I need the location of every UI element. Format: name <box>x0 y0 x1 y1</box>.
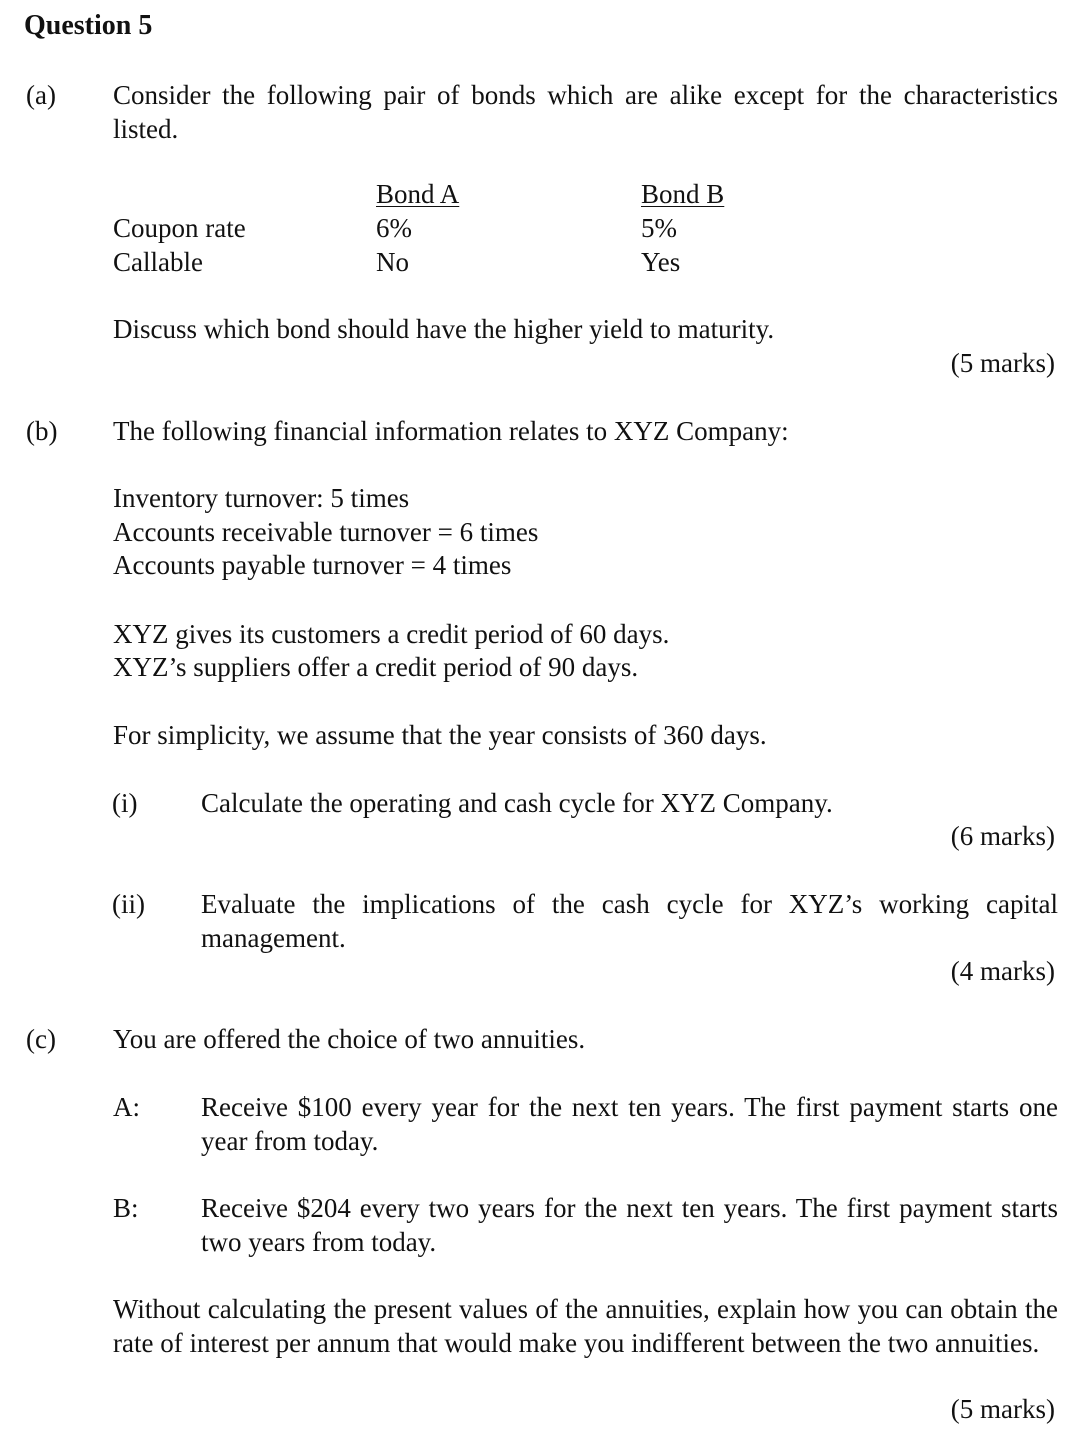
bond-b-header: Bond B <box>641 179 725 209</box>
callable-bond-a: No <box>376 247 409 277</box>
info-payable-turnover: Accounts payable turnover = 4 times <box>113 550 512 580</box>
part-b-label: (b) <box>26 416 58 446</box>
coupon-rate-bond-b: 5% <box>641 213 677 243</box>
row-label-coupon-rate: Coupon rate <box>113 213 246 243</box>
part-b-intro: The following financial information relates to XYZ Company: <box>113 416 789 446</box>
part-a-marks: (5 marks) <box>950 348 1055 378</box>
coupon-rate-bond-a: 6% <box>376 213 412 243</box>
sub-ii-label: (ii) <box>112 889 145 919</box>
sub-ii-text: Evaluate the implications of the cash cycle for XYZ’s working capital management. <box>201 889 1058 953</box>
info-receivable-turnover: Accounts receivable turnover = 6 times <box>113 517 539 547</box>
option-a-text: Receive $100 every year for the next ten years. The first payment starts one year from today. <box>201 1092 1058 1156</box>
option-b-text: Receive $204 every two years for the next ten years. The first payment starts two years from today. <box>201 1193 1058 1257</box>
credit-customers: XYZ gives its customers a credit period of 60 days. <box>113 619 670 649</box>
sub-ii-marks: (4 marks) <box>950 956 1055 986</box>
callable-bond-b: Yes <box>641 247 681 277</box>
part-a-label: (a) <box>26 80 56 110</box>
row-label-callable: Callable <box>113 247 203 277</box>
question-title: Question 5 <box>24 10 153 41</box>
part-a-intro: Consider the following pair of bonds which are alike except for the characteristics listed. <box>113 80 1058 144</box>
part-b-assumption: For simplicity, we assume that the year consists of 360 days. <box>113 720 767 750</box>
option-b-label: B: <box>113 1193 139 1223</box>
part-c-label: (c) <box>26 1024 56 1054</box>
bond-a-header: Bond A <box>376 179 460 209</box>
part-c-intro: You are offered the choice of two annuities. <box>113 1024 586 1054</box>
credit-suppliers: XYZ’s suppliers offer a credit period of 90 days. <box>113 652 639 682</box>
sub-i-text: Calculate the operating and cash cycle for XYZ Company. <box>201 788 833 818</box>
option-a-label: A: <box>113 1092 140 1122</box>
sub-i-label: (i) <box>112 788 138 818</box>
part-c-task: Without calculating the present values of the annuities, explain how you can obtain the rate of interest per annum that would make you indifferent between the two annuities. <box>113 1294 1058 1358</box>
sub-i-marks: (6 marks) <box>950 821 1055 851</box>
part-a-task: Discuss which bond should have the higher yield to maturity. <box>113 314 775 344</box>
info-inventory-turnover: Inventory turnover: 5 times <box>113 483 410 513</box>
part-c-marks: (5 marks) <box>950 1394 1055 1424</box>
